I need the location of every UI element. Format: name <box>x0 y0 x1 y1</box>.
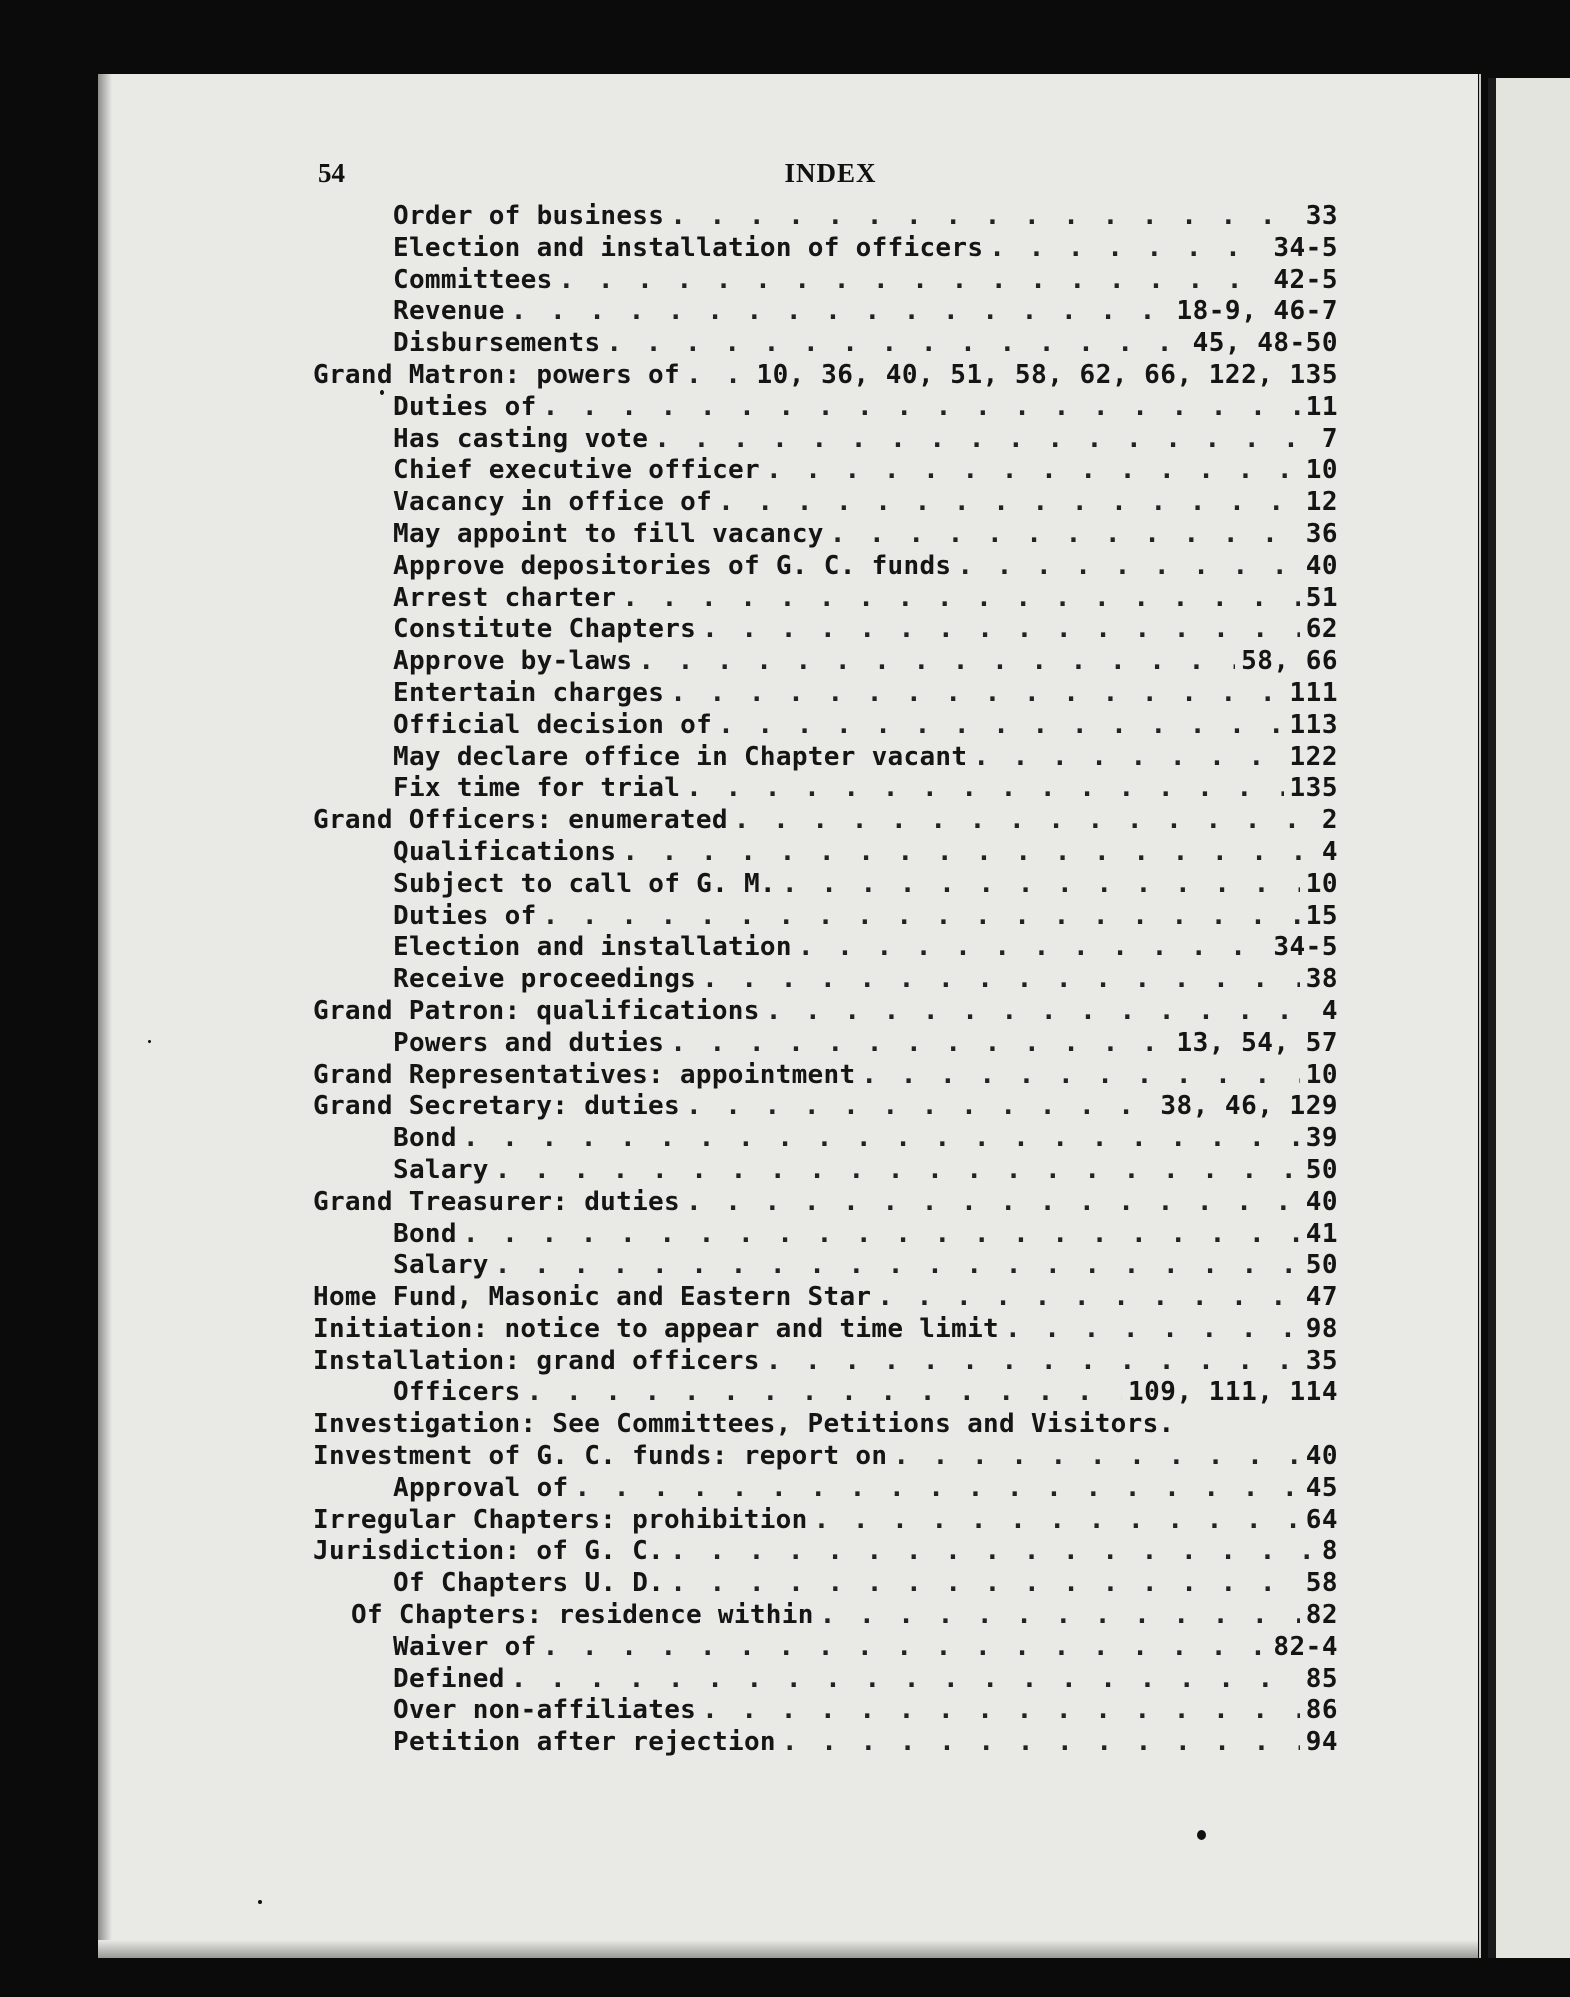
index-entry <box>313 964 1338 996</box>
index-entry <box>313 1155 1338 1187</box>
index-entry <box>313 1695 1338 1727</box>
index-pages: 41 <box>1305 1218 1338 1249</box>
index-pages: 40 <box>1305 1186 1338 1217</box>
index-pages: 135 <box>1289 773 1338 804</box>
index-term: Grand Secretary: duties <box>313 1091 680 1122</box>
index-entry <box>313 1664 1338 1696</box>
dot-leader <box>670 1028 1170 1060</box>
index-term: Grand Patron: qualifications <box>313 995 760 1026</box>
index-pages: 15 <box>1305 900 1338 931</box>
index-term: Of Chapters U. D. <box>393 1568 665 1599</box>
index-entry <box>313 1250 1338 1282</box>
dot-leader <box>973 742 1283 774</box>
index-term: Official decision of <box>393 709 713 740</box>
index-term: Fix time for trial <box>393 773 681 804</box>
index-entry <box>313 1632 1338 1664</box>
index-pages: 18-9, 46-7 <box>1176 296 1338 327</box>
index-entry <box>313 805 1338 837</box>
index-term: Jurisdiction: of G. C. <box>313 1536 664 1567</box>
index-entry <box>313 487 1338 519</box>
index-term: Grand Representatives: appointment <box>313 1059 856 1090</box>
index-term: Approve by-laws <box>393 646 633 677</box>
dot-leader <box>766 1346 1300 1378</box>
index-pages: 13, 54, 57 <box>1176 1027 1338 1058</box>
dot-leader <box>670 678 1283 710</box>
dot-leader <box>670 201 1299 233</box>
index-term: Investigation: See Committees, Petitions and Visitors. <box>313 1409 1175 1440</box>
dot-leader <box>511 1664 1300 1696</box>
index-term: Election and installation of officers <box>393 232 984 263</box>
ink-speck <box>258 1900 262 1904</box>
dot-leader <box>495 1155 1300 1187</box>
ink-speck <box>1197 1830 1206 1840</box>
dot-leader <box>702 614 1300 646</box>
index-entry <box>313 360 1338 392</box>
index-term: Salary <box>393 1154 489 1185</box>
index-entry <box>313 742 1338 774</box>
index-term: Irregular Chapters: prohibition <box>313 1504 808 1535</box>
index-term: Bond <box>393 1218 457 1249</box>
index-pages: 4 <box>1321 995 1338 1026</box>
index-term: Approve depositories of G. C. funds <box>393 550 952 581</box>
dot-leader <box>702 1695 1300 1727</box>
index-entry <box>313 1060 1338 1092</box>
dot-leader <box>877 1282 1299 1314</box>
index-pages: 47 <box>1305 1282 1338 1313</box>
index-pages: 36 <box>1305 518 1338 549</box>
index-entry <box>313 869 1338 901</box>
index-term: Duties of <box>393 900 537 931</box>
index-pages: 40 <box>1305 550 1338 581</box>
index-term: Constitute Chapters <box>393 614 697 645</box>
index-term: Defined <box>393 1663 505 1694</box>
dot-leader <box>495 1250 1300 1282</box>
dot-leader <box>670 1568 1299 1600</box>
index-term: Of Chapters: residence within <box>351 1600 814 1631</box>
index-entry <box>313 519 1338 551</box>
index-term: Chief executive officer <box>393 455 760 486</box>
index-term: Receive proceedings <box>393 964 697 995</box>
index-term: May declare office in Chapter vacant <box>393 741 968 772</box>
index-entry <box>313 932 1338 964</box>
index-term: May appoint to fill vacancy <box>393 518 824 549</box>
index-pages: 10, 36, 40, 51, 58, 62, 66, 122, 135 <box>756 359 1338 390</box>
index-pages: 33 <box>1305 201 1338 231</box>
page-number: 54 <box>318 158 345 188</box>
index-entry <box>313 614 1338 646</box>
index-entry <box>313 646 1338 678</box>
index-term: Order of business <box>393 201 665 231</box>
index-pages: 109, 111, 114 <box>1128 1377 1338 1408</box>
index-entry <box>313 424 1338 456</box>
dot-leader <box>957 551 1299 583</box>
index-term: Subject to call of G. M. <box>393 868 776 899</box>
index-term: Grand Matron: powers of <box>313 359 680 390</box>
index-term: Disbursements <box>393 328 601 359</box>
index-entry <box>313 1409 1338 1441</box>
index-list <box>313 201 1338 1759</box>
index-term: Salary <box>393 1250 489 1281</box>
dot-leader <box>820 1600 1300 1632</box>
index-entry <box>313 996 1338 1028</box>
index-entry <box>313 1473 1338 1505</box>
index-entry <box>313 1028 1338 1060</box>
index-pages: 45, 48-50 <box>1192 328 1338 359</box>
index-pages: 111 <box>1289 677 1338 708</box>
index-pages: 8 <box>1321 1536 1338 1567</box>
index-term: Committees <box>393 264 553 295</box>
index-entry <box>313 1568 1338 1600</box>
index-pages: 38 <box>1305 964 1338 995</box>
index-entry <box>313 1187 1338 1219</box>
index-term: Grand Officers: enumerated <box>313 805 728 836</box>
page-title: INDEX <box>784 158 877 188</box>
dot-leader <box>782 1727 1300 1759</box>
dot-leader <box>543 392 1300 424</box>
index-term: Arrest charter <box>393 582 617 613</box>
index-term: Waiver of <box>393 1631 537 1662</box>
index-term: Petition after rejection <box>393 1727 776 1758</box>
index-term: Grand Treasurer: duties <box>313 1186 680 1217</box>
index-pages: 10 <box>1305 455 1338 486</box>
index-pages: 42-5 <box>1273 264 1338 295</box>
page-header <box>318 158 1343 198</box>
index-pages: 82-4 <box>1273 1631 1338 1662</box>
dot-leader <box>718 710 1283 742</box>
index-term: Over non-affiliates <box>393 1695 697 1726</box>
index-term: Entertain charges <box>393 677 665 708</box>
index-entry <box>313 1346 1338 1378</box>
index-term: Initiation: notice to appear and time limit <box>313 1313 999 1344</box>
dot-leader <box>766 455 1300 487</box>
index-pages: 10 <box>1305 868 1338 899</box>
index-entry <box>313 1219 1338 1251</box>
index-pages: 45 <box>1305 1472 1338 1503</box>
index-pages: 40 <box>1305 1441 1338 1472</box>
index-term: Powers and duties <box>393 1027 665 1058</box>
dot-leader <box>463 1219 1300 1251</box>
dot-leader <box>686 1187 1300 1219</box>
index-pages: 94 <box>1305 1727 1338 1758</box>
index-term: Approval of <box>393 1472 569 1503</box>
dot-leader <box>543 901 1300 933</box>
index-entry <box>313 1536 1338 1568</box>
index-pages: 62 <box>1305 614 1338 645</box>
dot-leader <box>606 328 1186 360</box>
index-pages: 86 <box>1305 1695 1338 1726</box>
index-pages: 50 <box>1305 1154 1338 1185</box>
index-entry <box>313 233 1338 265</box>
index-pages: 82 <box>1305 1600 1338 1631</box>
ink-speck <box>380 390 384 395</box>
dot-leader <box>622 837 1315 869</box>
dot-leader <box>686 1091 1154 1123</box>
index-pages: 34-5 <box>1273 932 1338 963</box>
index-entry <box>313 1314 1338 1346</box>
index-entry <box>313 455 1338 487</box>
index-entry <box>313 1505 1338 1537</box>
dot-leader <box>861 1060 1299 1092</box>
ink-speck <box>148 1040 151 1043</box>
index-entry <box>313 710 1338 742</box>
dot-leader <box>830 519 1300 551</box>
index-term: Qualifications <box>393 836 617 867</box>
index-pages: 85 <box>1305 1663 1338 1694</box>
dot-leader <box>638 646 1235 678</box>
index-pages: 10 <box>1305 1059 1338 1090</box>
dot-leader <box>702 964 1300 996</box>
index-entry <box>313 837 1338 869</box>
index-pages: 11 <box>1305 391 1338 422</box>
index-pages: 7 <box>1321 423 1338 454</box>
index-pages: 2 <box>1321 805 1338 836</box>
facing-page-edge <box>1488 78 1570 1958</box>
index-entry <box>313 551 1338 583</box>
page-bottom-edge <box>98 1940 1478 1958</box>
index-term: Home Fund, Masonic and Eastern Star <box>313 1282 872 1313</box>
index-term: Installation: grand officers <box>313 1345 760 1376</box>
index-pages: 64 <box>1305 1504 1338 1535</box>
index-pages: 4 <box>1321 836 1338 867</box>
index-term: Investment of G. C. funds: report on <box>313 1441 888 1472</box>
index-entry <box>313 901 1338 933</box>
dot-leader <box>718 487 1300 519</box>
index-entry <box>313 265 1338 297</box>
index-term: Bond <box>393 1123 457 1154</box>
index-pages: 51 <box>1305 582 1338 613</box>
index-term: Has casting vote <box>393 423 649 454</box>
page-gutter <box>1478 74 1479 1958</box>
index-entry <box>313 328 1338 360</box>
dot-leader <box>893 1441 1299 1473</box>
dot-leader <box>814 1505 1300 1537</box>
dot-leader <box>782 869 1300 901</box>
dot-leader <box>798 932 1268 964</box>
dot-leader <box>989 233 1267 265</box>
dot-leader <box>511 296 1171 328</box>
index-entry <box>313 773 1338 805</box>
dot-leader <box>686 360 751 392</box>
index-term: Election and installation <box>393 932 792 963</box>
dot-leader <box>670 1536 1316 1568</box>
dot-leader <box>559 265 1268 297</box>
index-term: Officers <box>393 1377 521 1408</box>
index-entry <box>313 392 1338 424</box>
index-entry <box>313 1282 1338 1314</box>
index-term: Revenue <box>393 296 505 327</box>
index-entry <box>313 201 1338 233</box>
dot-leader <box>622 583 1299 615</box>
dot-leader <box>527 1377 1122 1409</box>
page-binding-shadow <box>98 74 112 1958</box>
index-pages: 39 <box>1305 1123 1338 1154</box>
index-entry <box>313 1123 1338 1155</box>
index-pages: 38, 46, 129 <box>1160 1091 1338 1122</box>
index-entry <box>313 1441 1338 1473</box>
index-pages: 12 <box>1305 487 1338 518</box>
dot-leader <box>543 1632 1268 1664</box>
index-entry <box>313 678 1338 710</box>
dot-leader <box>575 1473 1300 1505</box>
index-pages: 98 <box>1305 1313 1338 1344</box>
dot-leader <box>1005 1314 1300 1346</box>
index-entry <box>313 1600 1338 1632</box>
index-pages: 35 <box>1305 1345 1338 1376</box>
index-pages: 58 <box>1305 1568 1338 1599</box>
index-entry <box>313 583 1338 615</box>
index-pages: 50 <box>1305 1250 1338 1281</box>
index-pages: 113 <box>1289 709 1338 740</box>
dot-leader <box>463 1123 1300 1155</box>
index-pages: 58, 66 <box>1241 646 1338 677</box>
index-entry <box>313 1091 1338 1123</box>
dot-leader <box>734 805 1316 837</box>
index-pages: 34-5 <box>1273 232 1338 263</box>
index-term: Vacancy in office of <box>393 487 713 518</box>
index-entry <box>313 1377 1338 1409</box>
dot-leader <box>686 773 1283 805</box>
dot-leader <box>766 996 1316 1028</box>
index-term: Duties of <box>393 391 537 422</box>
dot-leader <box>654 424 1316 456</box>
index-entry <box>313 296 1338 328</box>
index-pages: 122 <box>1289 741 1338 772</box>
index-entry <box>313 1727 1338 1759</box>
